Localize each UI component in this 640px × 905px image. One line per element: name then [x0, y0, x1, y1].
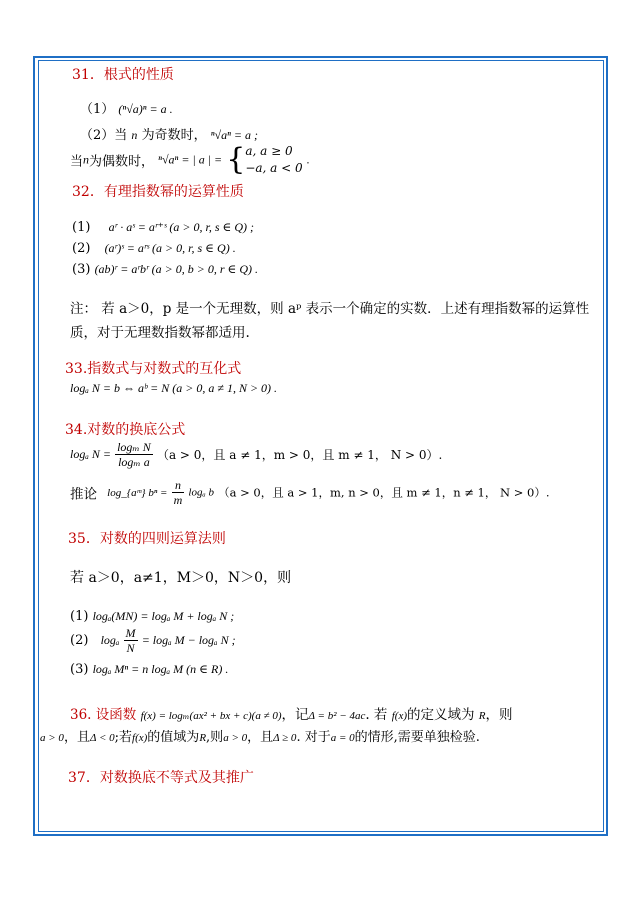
- s36-t9: ，且: [247, 730, 274, 745]
- s34-c-fraction: [172, 478, 185, 507]
- s36-t7: 的值域为: [147, 730, 200, 745]
- s36-R1: R: [478, 710, 486, 722]
- s36-line-1: [70, 703, 513, 723]
- s34-corollary-label: 推论: [70, 486, 97, 503]
- s36-t6: ;若: [114, 730, 133, 745]
- s35-r2-fraction: [124, 626, 138, 655]
- s31-brace: {: [226, 142, 246, 177]
- s31-l3-text-a: 当: [70, 154, 84, 170]
- section-32-title: 32．有理指数幂的运算性质: [72, 184, 244, 200]
- s34-fraction: [115, 440, 153, 469]
- s36-t4: ，则: [485, 707, 513, 723]
- s31-l1-formula: (ⁿ√a)ⁿ = a .: [118, 102, 173, 116]
- s31-l2-formula: ⁿ√aⁿ = a ;: [210, 128, 258, 142]
- s32-r3-formula: (ab)ʳ = aʳbʳ (a > 0, b > 0, r ∈ Q) .: [94, 262, 259, 276]
- s31-case-1: a, a ≥ 0: [245, 144, 293, 158]
- section-31-title: 31．根式的性质: [72, 67, 174, 83]
- s36-fx2: f(x): [132, 732, 148, 744]
- s36-t1: ，记: [281, 707, 309, 723]
- s31-l3-end: .: [306, 152, 310, 167]
- s34-c-lhs: log_{aᵐ} bⁿ =: [107, 486, 168, 499]
- s36-lead: 36. 设函数: [70, 707, 137, 723]
- s35-rule-3: [70, 662, 228, 677]
- s32-r1-formula: aʳ · aˢ = aʳ⁺ˢ (a > 0, r, s ∈ Q) ;: [108, 220, 255, 234]
- s32-r2-label: (2): [72, 241, 91, 256]
- s34-lhs: logₐ N =: [70, 447, 111, 461]
- s35-r2-den: N: [126, 641, 135, 655]
- s34-c-den: m: [173, 493, 183, 507]
- s34-cond: （a > 0，且 a ≠ 1，m > 0，且 m ≠ 1， N > 0）.: [156, 448, 443, 462]
- s31-l3-n: n: [83, 152, 90, 167]
- s32-rule-3: [72, 262, 258, 277]
- s36-disc: Δ = b² − 4ac: [308, 710, 366, 722]
- s35-rule-1: [70, 609, 234, 624]
- s32-rule-1: [72, 220, 254, 235]
- section-33-title: 33.指数式与对数式的互化式: [65, 361, 242, 377]
- s34-c-rhs: logₐ b: [188, 486, 214, 499]
- s31-l1-label: （1）: [80, 102, 115, 117]
- s31-cases: [245, 143, 302, 177]
- s35-rule-2: [70, 626, 236, 655]
- s36-d2: Δ ≥ 0: [273, 732, 297, 744]
- s33-formula: logₐ N = b ⇔ aᵇ = N (a > 0, a ≠ 1, N > 0) .: [70, 381, 278, 395]
- s36-a: a > 0: [40, 732, 64, 744]
- s36-t5: ，且: [63, 730, 90, 745]
- s34-corollary: [70, 478, 550, 507]
- s34-formula: [70, 440, 442, 469]
- s36-t2: . 若: [365, 707, 388, 723]
- s31-l3-formula: ⁿ√aⁿ = | a | =: [158, 152, 223, 167]
- s36-t11: 的情形,需要单独检验.: [354, 730, 480, 745]
- s32-r2-formula: (aʳ)ˢ = aʳˢ (a > 0, r, s ∈ Q) .: [104, 241, 236, 255]
- s35-r3-formula: logₐ Mⁿ = n logₐ M (n ∈ R) .: [92, 662, 229, 676]
- s32-rule-2: [72, 241, 236, 256]
- s34-c-cond: （a > 0，且 a > 1，m, n > 0，且 m ≠ 1，n ≠ 1， N > 0）.: [218, 485, 550, 500]
- s31-l3-text-b: 为偶数时，: [89, 154, 155, 170]
- s32-note: 注： 若 a＞0，p 是一个无理数，则 aᵖ 表示一个确定的实数．上述有理指数幂的运算性质，对于无理数指数幂都适用.: [70, 301, 590, 341]
- s35-condition: 若 a＞0，a≠1，M＞0，N＞0，则: [70, 570, 292, 586]
- s36-line-2: [40, 726, 480, 745]
- s36-R2: R: [199, 732, 207, 744]
- s34-c-num: n: [172, 478, 185, 493]
- s35-r2-label: (2): [70, 633, 89, 648]
- s35-r2-rhs: = logₐ M − logₐ N ;: [141, 633, 236, 647]
- s35-r2-num: M: [125, 626, 136, 640]
- s32-r1-label: (1): [72, 220, 91, 235]
- s31-case-2: −a, a < 0: [245, 161, 303, 175]
- s34-fraction-num: logₘ N: [117, 440, 151, 454]
- s36-func: f(x) = logₘ(ax² + bx + c)(a ≠ 0): [140, 710, 282, 722]
- s36-a0: a = 0: [330, 732, 355, 744]
- section-37-title: 37．对数换底不等式及其推广: [68, 770, 254, 786]
- s35-r1-label: (1): [70, 609, 89, 624]
- s34-fraction-den: logₘ a: [118, 455, 150, 469]
- s31-l2-label: （2）当: [80, 128, 128, 143]
- s36-t3: 的定义域为: [407, 707, 475, 723]
- s32-r3-label: (3): [72, 262, 91, 277]
- s36-a2: a > 0: [223, 732, 248, 744]
- s31-line-2: [80, 124, 258, 143]
- s35-r1-formula: logₐ(MN) = logₐ M + logₐ N ;: [92, 609, 235, 623]
- s36-fx1: f(x): [391, 710, 407, 722]
- section-35-title: 35．对数的四则运算法则: [68, 531, 226, 547]
- s31-line-1: [80, 98, 173, 117]
- section-34-title: 34.对数的换底公式: [65, 422, 186, 438]
- s31-l2-n: n: [131, 128, 138, 142]
- s36-d1: Δ < 0: [89, 732, 115, 744]
- s36-t10: . 对于: [296, 730, 331, 745]
- s31-l2-text: 为奇数时，: [141, 128, 207, 143]
- s36-t8: ,则: [206, 730, 224, 745]
- s35-r2-lhs: logₐ: [100, 633, 120, 647]
- s35-r3-label: (3): [70, 662, 89, 677]
- s31-line-3: [70, 143, 310, 177]
